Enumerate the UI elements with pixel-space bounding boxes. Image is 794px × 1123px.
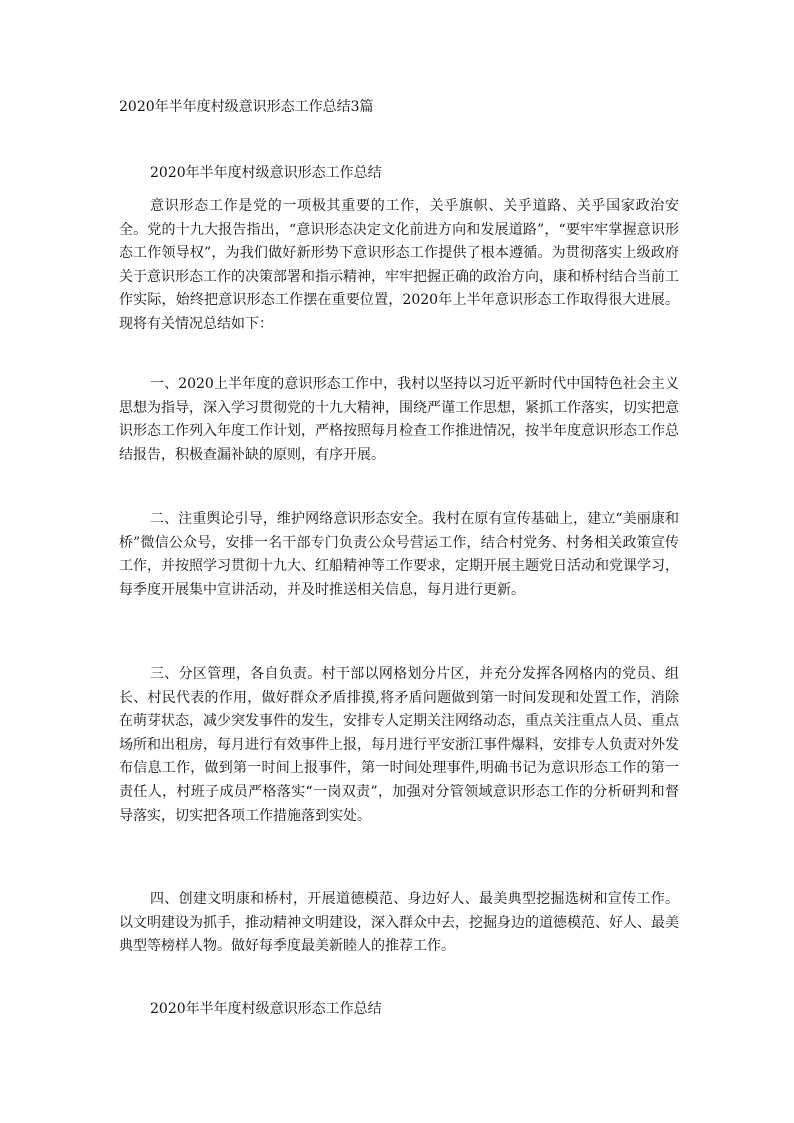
paragraph-intro: 意识形态工作是党的一项极其重要的工作，关乎旗帜、关乎道路、关乎国家政治安全。党的十九大报告指出，“意识形态决定文化前进方向和发展道路”，“要牢牢掌握意识形态工作领导权”，为我们做好新形势下意识形态工作提供了根本遵循。为贯彻落实上级政府关于意识形态工作的决策部署和指示精神，牢牢把握正确的政治方向，康和桥村结合当前工作实际，始终把意识形态工作摆在重要位置，2020年上半年意识形态工作取得很大进展。现将有关情况总结如下： xyxy=(119,198,679,332)
section-heading-2: 2020年半年度村级意识形态工作总结 xyxy=(150,1001,382,1017)
section-heading-1: 2020年半年度村级意识形态工作总结 xyxy=(150,165,382,181)
paragraph-point-4: 四、创建文明康和桥村，开展道德模范、身边好人、最美典型挖掘选树和宣传工作。以文明建设为抓手，推动精神文明建设，深入群众中去，挖掘身边的道德模范、好人、最美典型等榜样人物。做好每季度最美新睦人的推荐工作。 xyxy=(119,891,679,955)
document-title: 2020年半年度村级意识形态工作总结3篇 xyxy=(119,99,374,115)
paragraph-point-1: 一、2020上半年度的意识形态工作中，我村以坚持以习近平新时代中国特色社会主义思想为指导，深入学习贯彻党的十九大精神，围绕严谨工作思想，紧抓工作落实，切实把意识形态工作列入年度工作计划，严格按照每月检查工作推进情况，按半年度意识形态工作总结报告，积极查漏补缺的原则，有序开展。 xyxy=(119,376,679,463)
paragraph-point-2: 二、注重舆论引导，维护网络意识形态安全。我村在原有宣传基础上，建立“美丽康和桥”微信公众号，安排一名干部专门负责公众号营运工作，结合村党务、村务相关政策宣传工作，并按照学习贯彻十九大、红船精神等工作要求，定期开展主题党日活动和党课学习，每季度开展集中宣讲活动，并及时推送相关信息，每月进行更新。 xyxy=(119,511,679,598)
paragraph-point-3: 三、分区管理，各自负责。村干部以网格划分片区，并充分发挥各网格内的党员、组长、村民代表的作用，做好群众矛盾排摸,将矛盾问题做到第一时间发现和处置工作，消除在萌芽状态，减少突发事件的发生，安排专人定期关注网络动态，重点关注重点人员、重点场所和出租房，每月进行有效事件上报，每月进行平安浙江事件爆料，安排专人负责对外发布信息工作，做到第一时间上报事件，第一时间处理事件,明确书记为意识形态工作的第一责任人，村班子成员严格落实“一岗双责”，加强对分管领域意识形态工作的分析研判和督导落实，切实把各项工作措施落到实处。 xyxy=(119,666,679,824)
